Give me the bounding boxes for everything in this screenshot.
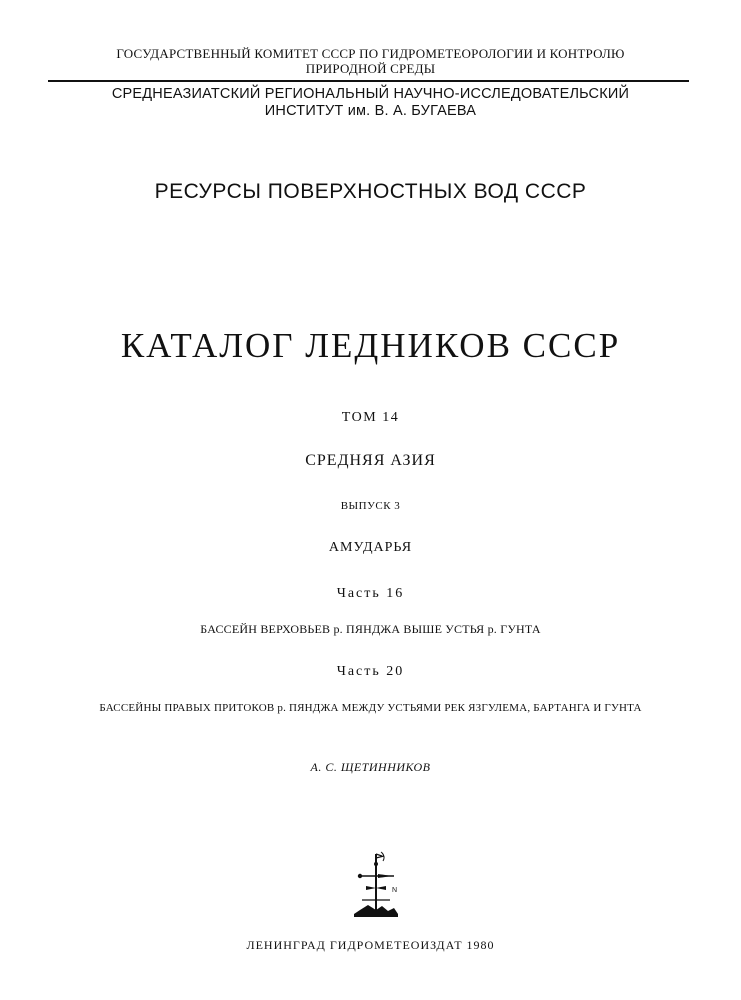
institute-line-2: ИНСТИТУТ им. В. А. БУГАЕВА [264, 103, 477, 119]
region-label: СРЕДНЯЯ АЗИЯ [305, 452, 436, 469]
issue-label: ВЫПУСК 3 [340, 500, 401, 512]
emblem-letter: N [392, 887, 398, 894]
committee-line-2: ПРИРОДНОЙ СРЕДЫ [305, 61, 436, 76]
main-title: КАТАЛОГ ЛЕДНИКОВ СССР [120, 326, 621, 365]
institute-line-1: СРЕДНЕАЗИАТСКИЙ РЕГИОНАЛЬНЫЙ НАУЧНО-ИССЛЕДОВАТЕЛЬСКИЙ [111, 86, 630, 102]
river-label: АМУДАРЬЯ [328, 540, 413, 555]
committee-line-1: ГОСУДАРСТВЕННЫЙ КОМИТЕТ СССР ПО ГИДРОМЕТЕОРОЛОГИИ И КОНТРОЛЮ [116, 46, 625, 61]
part-20-description: БАССЕЙНЫ ПРАВЫХ ПРИТОКОВ р. ПЯНДЖА МЕЖДУ УСТЬЯМИ РЕК ЯЗГУЛЕМА, БАРТАНГА И ГУНТА [99, 702, 642, 714]
part-20-label: Часть 20 [336, 664, 405, 679]
author: А. С. ЩЕТИННИКОВ [310, 760, 431, 774]
part-16-label: Часть 16 [336, 586, 405, 601]
series-title: РЕСУРСЫ ПОВЕРХНОСТНЫХ ВОД СССР [154, 180, 587, 203]
imprint: ЛЕНИНГРАД ГИДРОМЕТЕОИЗДАТ 1980 [246, 938, 495, 952]
part-16-description: БАССЕЙН ВЕРХОВЬЕВ р. ПЯНДЖА ВЫШЕ УСТЬЯ р. ГУНТА [200, 622, 541, 636]
weather-vane-emblem-icon [348, 850, 404, 922]
header-divider [48, 80, 689, 82]
volume-label: ТОМ 14 [341, 410, 400, 425]
